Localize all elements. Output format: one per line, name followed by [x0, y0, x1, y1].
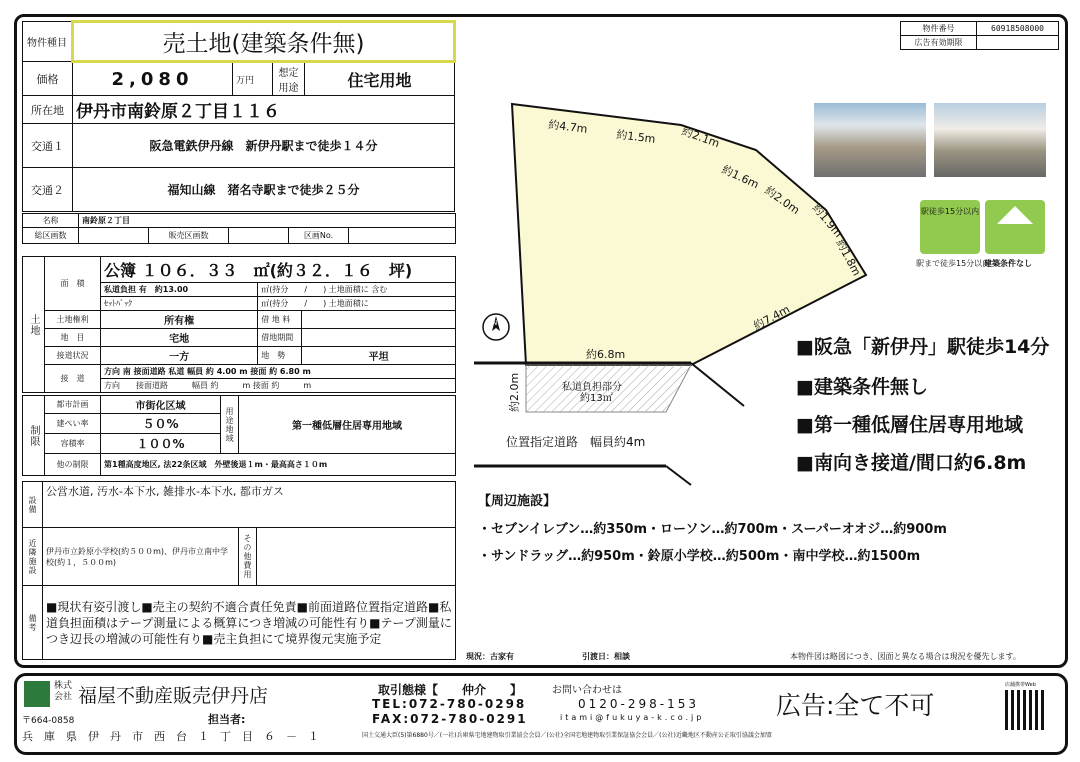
access-value: 一方: [101, 347, 258, 365]
setback: ｾｯﾄﾊﾞｯｸ: [101, 297, 258, 311]
house-roof-icon: [997, 206, 1033, 224]
edge-label-9: 約6.8m: [586, 348, 626, 361]
bullet-2: ■建築条件無し: [796, 376, 928, 398]
road2: 方向 接面道路 幅員 約 m 接面 約 m: [101, 379, 456, 393]
num-label: 物件番号: [901, 22, 977, 36]
price-value: 2,080: [73, 62, 233, 96]
tel: TEL:072-780-0298: [372, 697, 527, 711]
road-label: 接 道: [45, 365, 101, 393]
private-unit: ㎡(持分 / ) 土地面積に 含む: [258, 283, 456, 297]
period-label: 広告有効期限: [901, 36, 977, 50]
edge-label-1: 約4.7m: [547, 118, 589, 136]
right-label: 土地権利: [45, 311, 101, 329]
sub-table: [22, 213, 456, 244]
north-label: N: [492, 319, 498, 327]
fax: FAX:072-780-0291: [372, 712, 528, 726]
staff-label: 担当者:: [208, 713, 246, 726]
area-value: 公簿 １０６．３３ ㎡(約３２．１６ 坪): [101, 257, 456, 283]
bullet-1: ■阪急「新伊丹」駅徒歩14分: [796, 336, 1050, 358]
facilities-title: 【周辺施設】: [478, 494, 557, 509]
free-dial: 0120-298-153: [578, 697, 700, 711]
company-address: 兵 庫 県 伊 丹 市 西 台 １ 丁 目 ６ － １: [22, 730, 319, 743]
name-value: 南鈴原２丁目: [79, 214, 456, 228]
fee-label: その他費用: [239, 528, 257, 586]
email: itami@fukuya-k.co.jp: [560, 713, 705, 722]
qr-caption: 店舗携帯Web: [1005, 682, 1036, 688]
traffic2-label: 交通２: [23, 168, 73, 212]
price-label: 価格: [23, 62, 73, 96]
private-road-area-label: 約13㎡: [580, 393, 613, 404]
limit-table: [22, 395, 456, 476]
qr-code-icon: [1005, 690, 1045, 730]
facilities-line2: ・サンドラッグ…約950m・鈴原小学校…約500m・南中学校…約1500m: [478, 549, 921, 564]
lease-period-label: 借地期間: [258, 329, 302, 347]
use-value: 住宅用地: [305, 62, 455, 96]
traffic1-value: 阪急電鉄伊丹線 新伊丹駅まで徒歩１４分: [73, 124, 455, 168]
status-now: 現況：古家有: [466, 652, 514, 661]
edge-label-10: 約2.0m: [508, 372, 521, 412]
plan-value: 市街化区域: [101, 396, 221, 414]
other-value: 第1種高度地区, 法22条区域 外壁後退１m・最高高さ１０m: [101, 454, 456, 476]
facilities-line1: ・セブンイレブン…約350m・ローソン…約700m・スーパーオオジ…約900m: [478, 522, 947, 537]
terrain-label: 地 勢: [258, 347, 302, 365]
inquiry-label: お問い合わせは: [552, 685, 622, 696]
area-label: 面 積: [45, 257, 101, 311]
far-value: １００%: [101, 434, 221, 454]
near-label: 近隣施設: [23, 528, 43, 586]
trade-mode: 取引態様【 仲介 】: [378, 683, 523, 697]
limit-side-label: 制限: [23, 396, 45, 476]
num-value: 60918508000: [977, 22, 1059, 36]
land-side-label: 土地: [23, 257, 45, 393]
license: 国土交通大臣(5)第6880号／(一社)兵庫県宅地建物取引業協会会員／(公社)全国宅地建物取引業保証協会会員／(公社)近畿地区不動産公正取引協議会加盟: [362, 732, 772, 739]
road-line-diag: [691, 363, 744, 406]
cat-value: 宅地: [101, 329, 258, 347]
address-value: 伊丹市南鈴原２丁目１１６: [73, 96, 455, 124]
property-number-table: [900, 21, 1059, 50]
right-value: 所有権: [101, 311, 258, 329]
walk-icon-text: 駅徒歩15分以内: [920, 207, 980, 216]
road-label: 位置指定道路 幅員約4m: [506, 435, 646, 449]
equip-label: 設備: [23, 482, 43, 528]
use-zone-label: 用途地域: [221, 396, 239, 454]
sales-label: 販売区画数: [149, 228, 229, 244]
private-road: 私道負担 有 約13.00: [101, 283, 258, 297]
notes-label: 備考: [23, 586, 43, 660]
near-value: 伊丹市立鈴原小学校(約５００m)、伊丹市立南中学校(約１，５００m): [43, 528, 239, 586]
equip-value: 公営水道, 汚水-本下水, 雑排水-本下水, 都市ガス: [43, 482, 456, 528]
bcr-value: ５０%: [101, 414, 221, 434]
name-label: 名称: [23, 214, 79, 228]
company-kabu: 株式会社: [54, 681, 73, 702]
status-handover: 引渡日：相談: [582, 652, 630, 661]
photo-1: [814, 103, 926, 177]
use-label: 想定用途: [273, 62, 305, 96]
use-zone-value: 第一種低層住居専用地域: [239, 396, 456, 454]
lot-label: 区画No.: [289, 228, 349, 244]
land-table: [22, 256, 456, 393]
bullet-4: ■南向き接道/間口約6.8m: [796, 452, 1027, 474]
cat-label: 地 目: [45, 329, 101, 347]
cond-caption: 建築条件なし: [984, 259, 1032, 268]
photo-2: [934, 103, 1046, 177]
type-value: 売土地(建築条件無): [73, 22, 455, 62]
edge-label-8: 約7.4m: [751, 302, 793, 333]
access-label: 接道状況: [45, 347, 101, 365]
walk-caption: 駅まで徒歩15分以内: [916, 259, 991, 268]
type-label: 物件種目: [23, 22, 73, 62]
company-name: 福屋不動産販売伊丹店: [78, 685, 269, 707]
total-label: 総区画数: [23, 228, 79, 244]
setback-unit: ㎡(持分 / ) 土地面積に: [258, 297, 456, 311]
address-label: 所在地: [23, 96, 73, 124]
terrain-value: 平坦: [302, 347, 456, 365]
edge-label-3: 約2.1m: [679, 124, 722, 151]
edge-label-7: 約1.8m: [833, 237, 864, 279]
edge-label-5: 約2.0m: [762, 183, 802, 217]
company-zip: 〒664-0858: [22, 716, 75, 726]
lot-shape: [512, 104, 866, 365]
far-label: 容積率: [45, 434, 101, 454]
price-unit: 万円: [233, 62, 273, 96]
road1: 方向 南 接面道路 私道 幅員 約 4.00 m 接面 約 6.80 m: [101, 365, 456, 379]
edge-label-2: 約1.5m: [615, 128, 657, 146]
plan-label: 都市計画: [45, 396, 101, 414]
private-road-label: 私道負担部分: [562, 382, 622, 393]
road-line-bottom-end: [666, 466, 691, 485]
header-table: [22, 20, 456, 212]
other-label: 他の制限: [45, 454, 101, 476]
bcr-label: 建ぺい率: [45, 414, 101, 434]
map-note: 本物件図は略図につき、図面と異なる場合は現況を優先します。: [790, 652, 1021, 661]
company-logo-icon: [24, 681, 50, 707]
notes-value: ■現状有姿引渡し■売主の契約不適合責任免責■前面道路位置指定道路■私道負担面積はテープ測量による概算につき増減の可能性有り■テープ測量につき辺長の増減の可能性有り■売主負担にて境界復元実施予定: [43, 586, 456, 660]
edge-label-6: 約1.9m: [809, 201, 845, 240]
edge-label-4: 約1.6m: [719, 162, 761, 192]
lease-label: 借 地 料: [258, 311, 302, 329]
misc-table: [22, 481, 456, 660]
walk-icon: [920, 200, 980, 254]
no-condition-icon: [985, 200, 1045, 254]
ad-restriction: 広告:全て不可: [776, 691, 935, 720]
traffic2-value: 福知山線 猪名寺駅まで徒歩２５分: [73, 168, 455, 212]
traffic1-label: 交通１: [23, 124, 73, 168]
bullet-3: ■第一種低層住居専用地域: [796, 414, 1023, 436]
